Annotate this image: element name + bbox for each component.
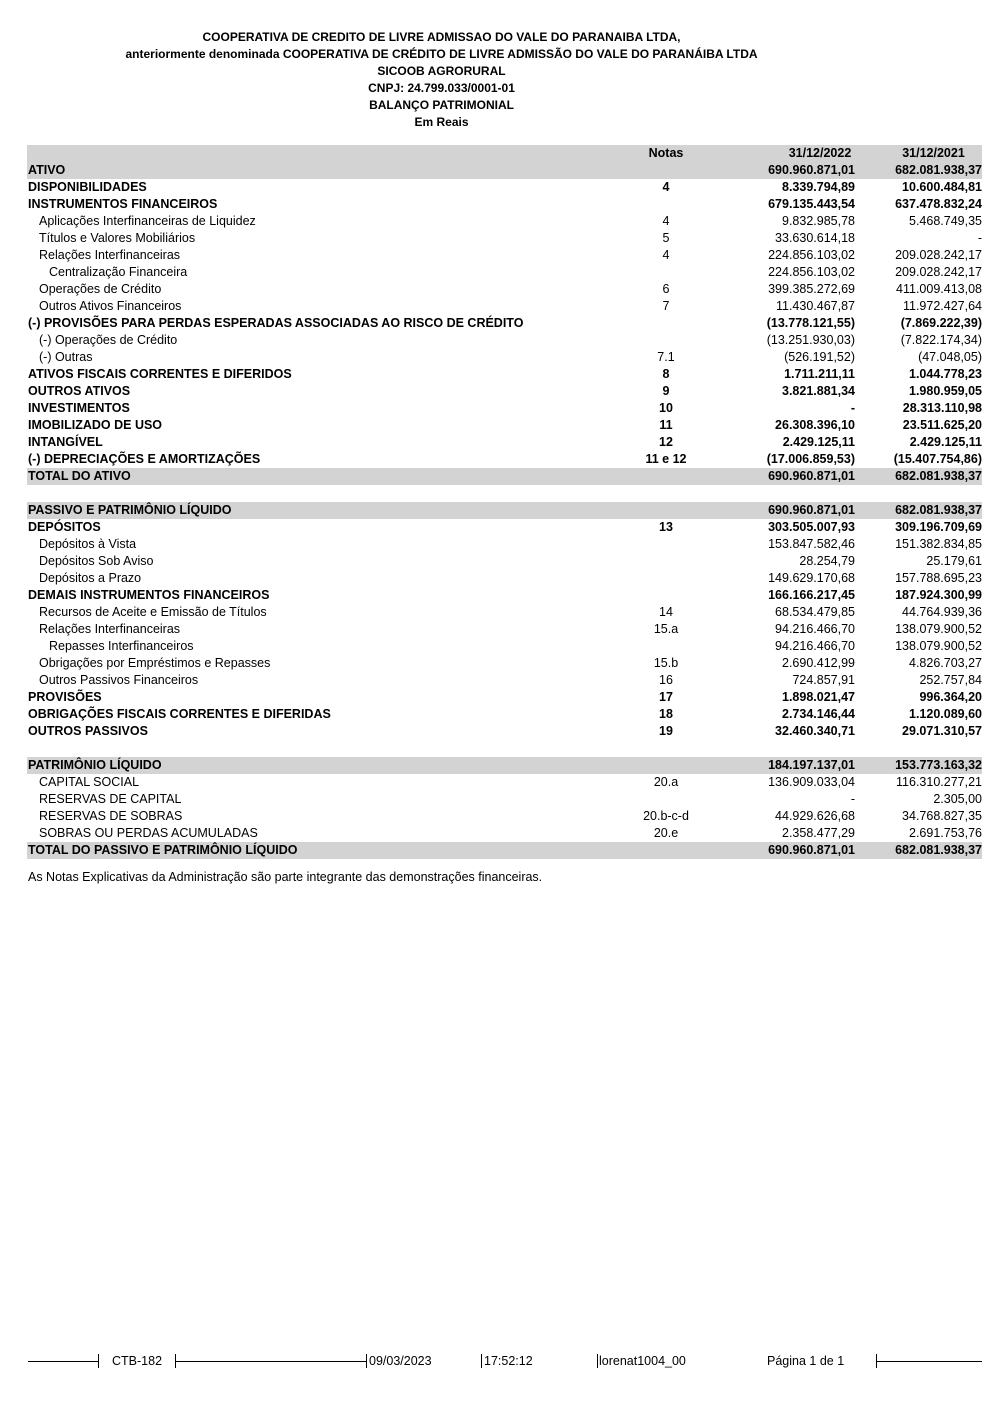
notes-column-header: Notas — [648, 146, 684, 160]
row-value-2021: 1.044.778,23 — [909, 367, 982, 381]
table-row — [27, 587, 982, 604]
row-label: PROVISÕES — [28, 690, 102, 704]
row-value-2022: 11.430.467,87 — [775, 299, 855, 313]
row-value-2022: 1.898.021,47 — [782, 690, 855, 704]
table-row — [27, 621, 982, 638]
row-value-2022: - — [850, 792, 855, 806]
row-value-2021: 25.179,61 — [926, 554, 982, 568]
row-value-2022: 2.358.477,29 — [782, 826, 855, 840]
row-value-2021: (7.869.222,39) — [900, 316, 982, 330]
row-value-2022: 32.460.340,71 — [775, 724, 855, 738]
row-value-2022: 690.960.871,01 — [768, 843, 855, 857]
footer-tick — [481, 1354, 482, 1368]
row-notes: 5 — [662, 231, 670, 245]
row-label: OUTROS PASSIVOS — [28, 724, 148, 738]
table-row — [27, 842, 982, 859]
row-value-2021: 10.600.484,81 — [902, 180, 982, 194]
row-value-2021: 4.826.703,27 — [909, 656, 982, 670]
table-row — [27, 689, 982, 706]
row-value-2022: 2.690.412,99 — [782, 656, 855, 670]
row-label: OUTROS ATIVOS — [28, 384, 131, 398]
row-value-2022: 690.960.871,01 — [768, 163, 855, 177]
row-notes — [616, 332, 716, 349]
row-notes — [616, 468, 716, 485]
row-label: PASSIVO E PATRIMÔNIO LÍQUIDO — [28, 503, 232, 517]
row-value-2022: 2.429.125,11 — [782, 435, 855, 449]
table-row — [27, 808, 982, 825]
row-label: (-) DEPRECIAÇÕES E AMORTIZAÇÕES — [28, 452, 261, 466]
row-notes: 8 — [662, 367, 670, 381]
row-value-2021: 1.120.089,60 — [909, 707, 982, 721]
table-row — [27, 655, 982, 672]
page-number: Página 1 de 1 — [767, 1354, 845, 1368]
year-2022-column-header: 31/12/2022 — [788, 146, 852, 160]
row-value-2021: (7.822.174,34) — [900, 333, 982, 347]
row-value-2022: 3.821.881,34 — [782, 384, 855, 398]
row-notes: 20.b-c-d — [643, 809, 689, 823]
row-value-2021: 2.305,00 — [933, 792, 982, 806]
row-value-2021: 187.924.300,99 — [895, 588, 982, 602]
footer-line — [175, 1361, 366, 1362]
row-notes: 20.e — [653, 826, 679, 840]
former-name: anteriormente denominada COOPERATIVA DE CRÉDITO DE LIVRE ADMISSÃO DO VALE DO PARANÁIBA LTDA — [125, 47, 758, 61]
row-label: OBRIGAÇÕES FISCAIS CORRENTES E DIFERIDAS — [28, 707, 331, 721]
table-row — [27, 553, 982, 570]
row-label: (-) PROVISÕES PARA PERDAS ESPERADAS ASSOCIADAS AO RISCO DE CRÉDITO — [28, 316, 524, 330]
row-label: Outros Ativos Financeiros — [39, 299, 182, 313]
printed-by-user: lorenat1004_00 — [599, 1354, 686, 1368]
row-value-2021: 682.081.938,37 — [895, 469, 982, 483]
row-value-2022: 94.216.466,70 — [775, 639, 855, 653]
row-label: Recursos de Aceite e Emissão de Títulos — [39, 605, 267, 619]
row-notes: 4 — [662, 214, 670, 228]
row-value-2021: 252.757,84 — [919, 673, 982, 687]
table-spacer — [27, 740, 982, 757]
table-row — [27, 417, 982, 434]
row-notes — [616, 791, 716, 808]
row-value-2021: 309.196.709,69 — [895, 520, 982, 534]
row-label: Outros Passivos Financeiros — [39, 673, 199, 687]
table-row — [27, 196, 982, 213]
row-notes — [616, 638, 716, 655]
table-row — [27, 264, 982, 281]
row-value-2021: (47.048,05) — [918, 350, 982, 364]
table-row — [27, 247, 982, 264]
row-label: INVESTIMENTOS — [28, 401, 130, 415]
print-date: 09/03/2023 — [369, 1354, 432, 1368]
row-label: Obrigações por Empréstimos e Repasses — [39, 656, 271, 670]
table-row — [27, 179, 982, 196]
table-row — [27, 672, 982, 689]
row-notes — [616, 264, 716, 281]
page-footer — [0, 1353, 1000, 1373]
print-time: 17:52:12 — [484, 1354, 533, 1368]
row-label: Operações de Crédito — [39, 282, 162, 296]
table-row — [27, 298, 982, 315]
table-row — [27, 536, 982, 553]
table-row — [27, 349, 982, 366]
row-notes — [616, 315, 716, 332]
row-label: INTANGÍVEL — [28, 435, 103, 449]
table-row — [27, 638, 982, 655]
table-row — [27, 604, 982, 621]
row-notes: 4 — [662, 248, 670, 262]
row-label: ATIVOS FISCAIS CORRENTES E DIFERIDOS — [28, 367, 292, 381]
row-value-2022: 149.629.170,68 — [768, 571, 855, 585]
row-value-2021: 682.081.938,37 — [895, 503, 982, 517]
row-notes — [616, 502, 716, 519]
row-value-2022: 8.339.794,89 — [782, 180, 855, 194]
row-notes: 18 — [659, 707, 673, 721]
row-label: TOTAL DO PASSIVO E PATRIMÔNIO LÍQUIDO — [28, 843, 298, 857]
row-value-2022: 44.929.626,68 — [775, 809, 855, 823]
row-value-2021: 5.468.749,35 — [909, 214, 982, 228]
row-value-2022: 9.832.985,78 — [782, 214, 855, 228]
cooperative-name: COOPERATIVA DE CREDITO DE LIVRE ADMISSAO DO VALE DO PARANAIBA LTDA, — [202, 30, 681, 44]
row-notes: 11 — [659, 418, 673, 432]
row-value-2021: 116.310.277,21 — [896, 775, 982, 789]
row-value-2022: 690.960.871,01 — [768, 503, 855, 517]
table-row — [27, 434, 982, 451]
row-label: DISPONIBILIDADES — [28, 180, 147, 194]
row-value-2022: 679.135.443,54 — [768, 197, 855, 211]
row-notes: 4 — [662, 180, 670, 194]
row-value-2021: 34.768.827,35 — [902, 809, 982, 823]
row-notes: 10 — [659, 401, 673, 415]
table-row — [27, 383, 982, 400]
row-value-2022: (13.778.121,55) — [766, 316, 855, 330]
document-header — [0, 29, 883, 131]
row-value-2022: - — [850, 401, 855, 415]
row-value-2021: 29.071.310,57 — [902, 724, 982, 738]
year-2021-column-header: 31/12/2021 — [902, 146, 965, 160]
row-value-2021: 153.773.163,32 — [895, 758, 982, 772]
row-label: Depósitos a Prazo — [39, 571, 142, 585]
row-label: IMOBILIZADO DE USO — [28, 418, 163, 432]
row-value-2021: 209.028.242,17 — [895, 265, 982, 279]
table-row — [27, 723, 982, 740]
table-row — [27, 366, 982, 383]
balance-sheet-table — [27, 145, 982, 859]
row-value-2021: 44.764.939,36 — [902, 605, 982, 619]
row-label: ATIVO — [28, 163, 66, 177]
row-value-2021: 411.009.413,08 — [896, 282, 982, 296]
row-value-2022: (526.191,52) — [784, 350, 855, 364]
footer-line — [876, 1361, 982, 1362]
row-notes: 19 — [659, 724, 673, 738]
row-value-2022: 1.711.211,11 — [784, 367, 855, 381]
row-value-2022: 153.847.582,46 — [768, 537, 855, 551]
row-label: INSTRUMENTOS FINANCEIROS — [28, 197, 218, 211]
row-value-2021: 996.364,20 — [919, 690, 982, 704]
row-notes — [616, 757, 716, 774]
table-row — [27, 570, 982, 587]
footer-tick — [597, 1354, 598, 1368]
table-row — [27, 825, 982, 842]
row-value-2021: 138.079.900,52 — [895, 622, 982, 636]
row-notes: 15.a — [653, 622, 679, 636]
footnote: As Notas Explicativas da Administração são parte integrante das demonstrações financeiras. — [28, 870, 543, 884]
table-row — [27, 162, 982, 179]
table-row — [27, 230, 982, 247]
row-value-2021: - — [977, 231, 982, 245]
row-value-2022: 690.960.871,01 — [768, 469, 855, 483]
row-notes — [616, 196, 716, 213]
table-row — [27, 400, 982, 417]
table-spacer — [27, 485, 982, 502]
table-row — [27, 315, 982, 332]
row-value-2022: 224.856.103,02 — [768, 248, 855, 262]
row-value-2021: 209.028.242,17 — [895, 248, 982, 262]
table-row — [27, 502, 982, 519]
table-row — [27, 791, 982, 808]
row-value-2021: 28.313.110,98 — [902, 401, 982, 415]
row-value-2022: 399.385.272,69 — [768, 282, 855, 296]
row-value-2022: 33.630.614,18 — [775, 231, 855, 245]
row-label: RESERVAS DE SOBRAS — [39, 809, 183, 823]
row-value-2022: 303.505.007,93 — [768, 520, 855, 534]
row-value-2021: 2.691.753,76 — [909, 826, 982, 840]
row-value-2022: 94.216.466,70 — [775, 622, 855, 636]
row-notes: 20.a — [653, 775, 679, 789]
row-value-2022: 136.909.033,04 — [768, 775, 855, 789]
row-label: PATRIMÔNIO LÍQUIDO — [28, 758, 162, 772]
row-notes: 12 — [659, 435, 673, 449]
footer-tick — [366, 1354, 367, 1368]
row-label: DEPÓSITOS — [28, 520, 101, 534]
row-notes: 15.b — [653, 656, 679, 670]
row-notes: 6 — [662, 282, 670, 296]
table-row — [27, 213, 982, 230]
row-label: CAPITAL SOCIAL — [39, 775, 140, 789]
row-label: Relações Interfinanceiras — [39, 248, 181, 262]
row-value-2021: 138.079.900,52 — [895, 639, 982, 653]
row-notes — [616, 587, 716, 604]
row-value-2022: (13.251.930,03) — [766, 333, 855, 347]
row-label: Centralização Financeira — [49, 265, 188, 279]
row-label: TOTAL DO ATIVO — [28, 469, 131, 483]
row-notes: 11 e 12 — [645, 452, 687, 466]
row-label: SOBRAS OU PERDAS ACUMULADAS — [39, 826, 258, 840]
row-value-2021: 1.980.959,05 — [909, 384, 982, 398]
row-notes: 7 — [662, 299, 670, 313]
row-notes: 9 — [662, 384, 670, 398]
row-value-2021: 11.972.427,64 — [902, 299, 982, 313]
row-label: Depósitos à Vista — [39, 537, 137, 551]
table-row — [27, 757, 982, 774]
row-value-2022: 68.534.479,85 — [775, 605, 855, 619]
row-label: (-) Outras — [39, 350, 93, 364]
footer-line — [28, 1361, 98, 1362]
table-row — [27, 451, 982, 468]
row-value-2021: 151.382.834,85 — [895, 537, 982, 551]
table-row — [27, 468, 982, 485]
row-value-2021: (15.407.754,86) — [893, 452, 982, 466]
row-notes — [616, 553, 716, 570]
row-value-2022: 724.857,91 — [792, 673, 855, 687]
row-value-2021: 637.478.832,24 — [895, 197, 982, 211]
row-value-2022: 28.254,79 — [799, 554, 855, 568]
row-value-2021: 23.511.625,20 — [902, 418, 982, 432]
row-notes: 13 — [659, 520, 673, 534]
brand-name: SICOOB AGRORURAL — [377, 64, 506, 78]
table-row — [27, 519, 982, 536]
table-row — [27, 332, 982, 349]
row-value-2021: 2.429.125,11 — [909, 435, 982, 449]
row-notes — [616, 570, 716, 587]
row-value-2022: 166.166.217,45 — [768, 588, 855, 602]
row-notes: 14 — [659, 605, 673, 619]
row-label: Relações Interfinanceiras — [39, 622, 181, 636]
row-notes — [616, 536, 716, 553]
row-label: Repasses Interfinanceiros — [49, 639, 194, 653]
row-label: Títulos e Valores Mobiliários — [39, 231, 196, 245]
table-row — [27, 706, 982, 723]
table-row — [27, 281, 982, 298]
row-label: Aplicações Interfinanceiras de Liquidez — [39, 214, 256, 228]
row-notes — [616, 162, 716, 179]
row-label: Depósitos Sob Aviso — [39, 554, 154, 568]
row-notes: 17 — [659, 690, 673, 704]
table-header-row — [27, 145, 982, 162]
report-title: BALANÇO PATRIMONIAL — [369, 98, 514, 112]
row-value-2021: 682.081.938,37 — [895, 163, 982, 177]
row-value-2022: 2.734.146,44 — [782, 707, 855, 721]
row-value-2022: 224.856.103,02 — [768, 265, 855, 279]
row-notes: 7.1 — [657, 350, 675, 364]
table-body — [27, 162, 982, 859]
row-value-2021: 157.788.695,23 — [895, 571, 982, 585]
row-value-2022: 26.308.396,10 — [775, 418, 855, 432]
cnpj: CNPJ: 24.799.033/0001-01 — [368, 81, 515, 95]
row-value-2022: 184.197.137,01 — [768, 758, 855, 772]
row-notes — [616, 842, 716, 859]
report-code: CTB-182 — [112, 1354, 163, 1368]
footer-tick — [98, 1354, 99, 1368]
row-notes: 16 — [659, 673, 673, 687]
row-value-2022: (17.006.859,53) — [766, 452, 855, 466]
table-row — [27, 774, 982, 791]
row-value-2021: 682.081.938,37 — [895, 843, 982, 857]
row-label: (-) Operações de Crédito — [39, 333, 178, 347]
row-label: RESERVAS DE CAPITAL — [39, 792, 182, 806]
currency-unit: Em Reais — [414, 115, 469, 129]
row-label: DEMAIS INSTRUMENTOS FINANCEIROS — [28, 588, 270, 602]
